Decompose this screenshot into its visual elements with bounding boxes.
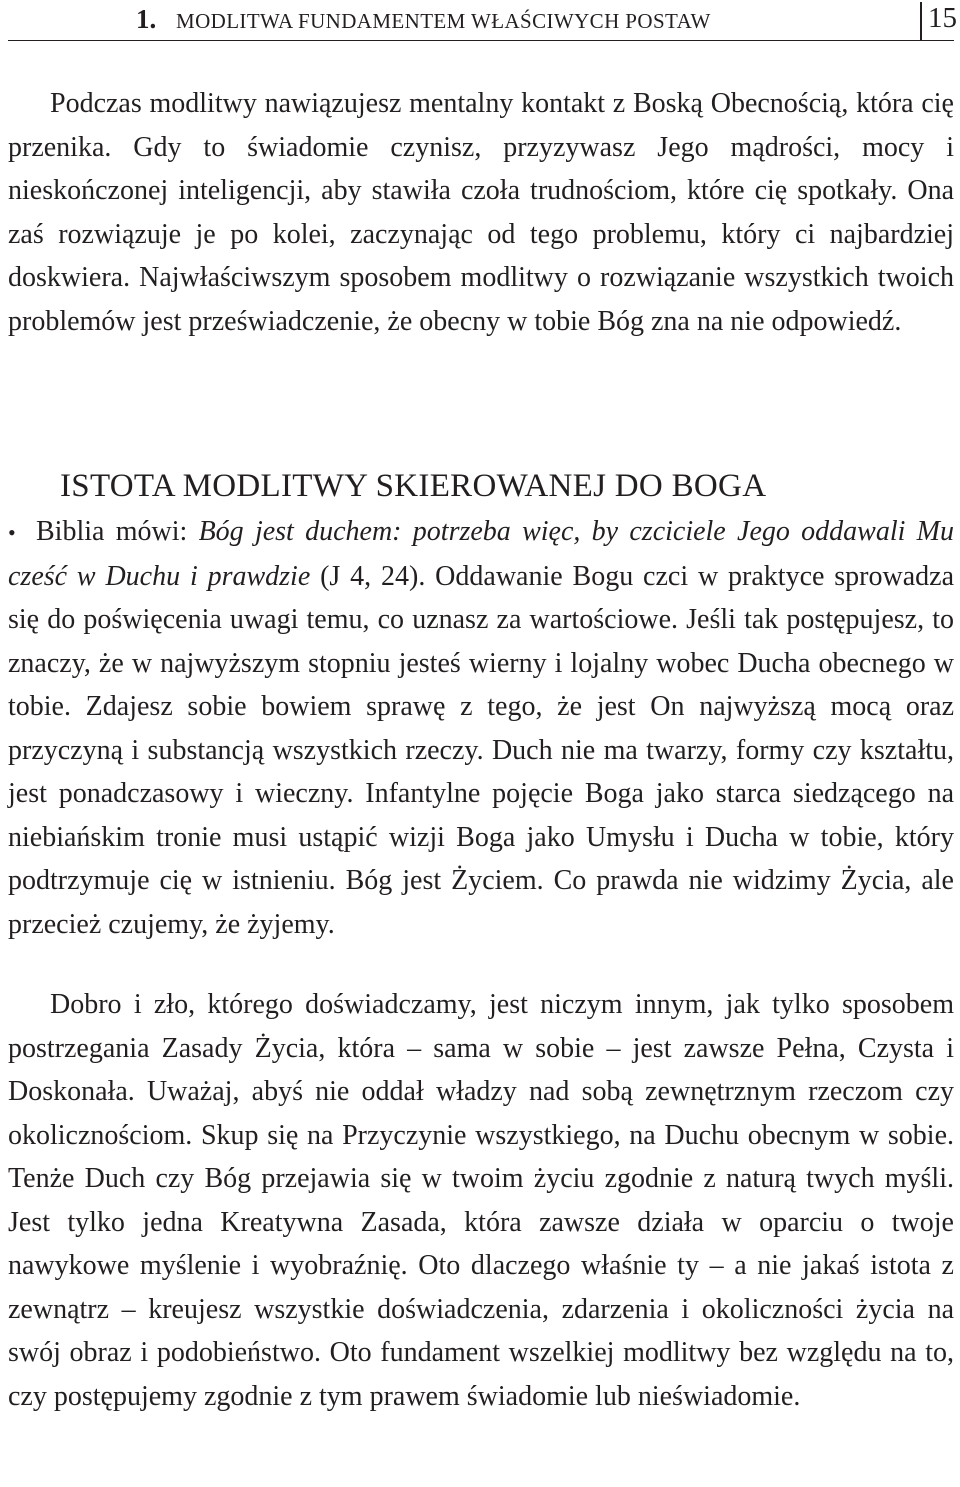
bible-intro: Biblia mówi: — [36, 516, 199, 547]
body-paragraph-1: Podczas modlitwy nawiązujesz mentalny kontakt z Boską Obecnością, która cię przenika. Gdy to świadomie czynisz, przyzywasz Jego mądrości, mocy i nieskończonej inteligencji, aby stawiła czoła trudnościom, które cię spotkały. Ona zaś rozwiązuje je po kolei, zaczynając od tego problemu, który ci najbardziej doskwiera. Najwłaściwszym sposobem modlitwy o rozwiązanie wszystkich twoich problemów jest przeświadczenie, że obecny w tobie Bóg zna na nie odpowiedź. — [8, 88, 954, 337]
body-paragraph-3: Dobro i zło, którego doświadczamy, jest niczym innym, jak tylko sposobem postrzegania Zasady Życia, która – sama w sobie – jest zawsze Pełna, Czysta i Doskonała. Uważaj, abyś nie oddał władzy nad sobą zewnętrznym rzeczom czy okolicznościom. Skup się na Przyczynie wszystkiego, na Duchu obecnym w sobie. Tenże Duch czy Bóg przejawia się w twoim życiu zgodnie z naturą twych myśli. Jest tylko jedna Kreatywna Zasada, która zawsze działa w oparciu o twoje nawykowe myślenie i wyobraźnię. Oto dlaczego właśnie ty – a nie jakaś istota z zewnątrz – kreujesz wszystkie doświadczenia, zdarzenia i okoliczności życia na swój obraz i podobieństwo. Oto fundament wszelkiej modlitwy bez względu na to, czy postępujemy zgodnie z tym prawem świadomie lub nieświadomie. — [8, 989, 954, 1412]
paragraph-2-text: (J 4, 24). Oddawanie Bogu czci w praktyce sprowadza się do poświęcenia uwagi temu, co uznasz za wartościowe. Jeśli tak postępujesz, to znaczy, że w najwyższym stopniu jesteś wierny i lojalny wobec Ducha obecnego w tobie. Zdajesz sobie bowiem sprawę z tego, że jest On najwyższą mocą oraz przyczyną i substancją wszystkich rzeczy. Duch nie ma twarzy, formy czy kształtu, jest ponadczasowy i wieczny. Infantylne pojęcie Boga jako starca siedzącego na niebiańskim tronie musi ustąpić wizji Boga jako Umysłu i Ducha w tobie, który podtrzymuje cię w istnieniu. Bóg jest Życiem. Co prawda nie widzimy Życia, ale przecież czujemy, że żyjemy. — [8, 560, 954, 940]
section-heading: ISTOTA MODLITWY SKIEROWANEJ DO BOGA — [60, 468, 767, 504]
page-number: 15 — [928, 2, 957, 34]
bible-quote: Bóg jest duchem: potrzeba więc, by czciciele Jego oddawali Mu cześć w Duchu i prawdzie — [8, 516, 954, 592]
chapter-number: 1. — [136, 4, 157, 34]
body-paragraph-2 — [8, 510, 954, 946]
running-header — [8, 0, 957, 41]
bullet-icon: • — [8, 520, 16, 545]
chapter-title: MODLITWA FUNDAMENTEM WŁAŚCIWYCH POSTAW — [176, 9, 711, 33]
book-page — [8, 0, 957, 1487]
page-number-divider — [920, 2, 922, 40]
